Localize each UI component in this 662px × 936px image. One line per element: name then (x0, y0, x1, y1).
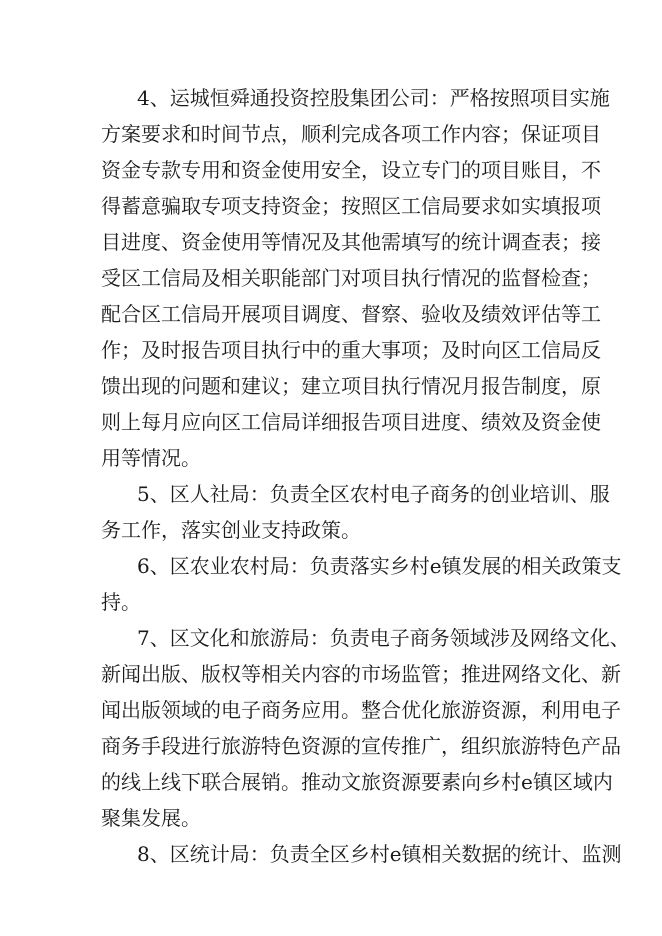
paragraph-4-line-6: 受区工信局及相关职能部门对项目执行情况的监督检查； (101, 266, 601, 290)
paragraph-6-line-2: 持。 (101, 590, 141, 614)
paragraph-8-line-1: 8、区统计局：负责全区乡村e镇相关数据的统计、监测 (137, 842, 622, 866)
paragraph-4-line-7: 配合区工信局开展项目调度、督察、验收及绩效评估等工 (101, 302, 601, 326)
paragraph-6-line-1: 6、区农业农村局：负责落实乡村e镇发展的相关政策支 (137, 554, 622, 578)
paragraph-7-line-5: 的线上线下联合展销。推动文旅资源要素向乡村e镇区域内 (101, 770, 613, 794)
paragraph-4-line-10: 则上每月应向区工信局详细报告项目进度、绩效及资金使 (101, 410, 601, 434)
paragraph-4-line-4: 得蓄意骗取专项支持资金；按照区工信局要求如实填报项 (101, 194, 601, 218)
paragraph-4-line-2: 方案要求和时间节点，顺利完成各项工作内容；保证项目 (101, 122, 601, 146)
paragraph-4-line-11: 用等情况。 (101, 446, 201, 470)
paragraph-4-line-9: 馈出现的问题和建议；建立项目执行情况月报告制度，原 (101, 374, 601, 398)
paragraph-4-line-3: 资金专款专用和资金使用安全，设立专门的项目账目，不 (101, 158, 601, 182)
document-body (101, 80, 630, 872)
paragraph-4-line-5: 目进度、资金使用等情况及其他需填写的统计调查表；接 (101, 230, 601, 254)
paragraph-7-line-3: 闻出版领域的电子商务应用。整合优化旅游资源，利用电子 (101, 698, 621, 722)
paragraph-7-line-2: 新闻出版、版权等相关内容的市场监管；推进网络文化、新 (101, 662, 621, 686)
paragraph-7-line-4: 商务手段进行旅游特色资源的宣传推广，组织旅游特色产品 (101, 734, 621, 758)
paragraph-7-line-6: 聚集发展。 (101, 806, 201, 830)
paragraph-5-line-1: 5、区人社局：负责全区农村电子商务的创业培训、服 (137, 482, 610, 506)
paragraph-4-line-8: 作；及时报告项目执行中的重大事项；及时向区工信局反 (101, 338, 601, 362)
paragraph-5-line-2: 务工作，落实创业支持政策。 (101, 518, 361, 542)
paragraph-7-line-1: 7、区文化和旅游局：负责电子商务领域涉及网络文化、 (137, 626, 630, 650)
paragraph-4-line-1: 4、运城恒舜通投资控股集团公司：严格按照项目实施 (137, 86, 610, 110)
